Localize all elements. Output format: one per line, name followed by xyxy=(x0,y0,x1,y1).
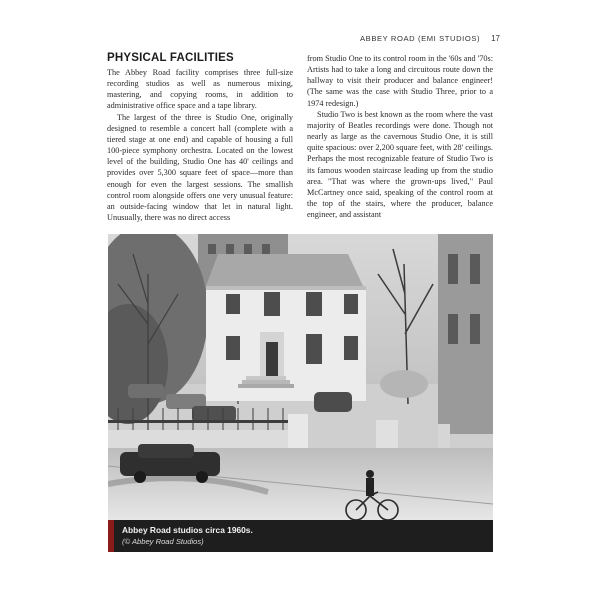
caption-credit: (© Abbey Road Studios) xyxy=(122,537,204,546)
paragraph-intro: The Abbey Road facility comprises three full-size recording studios as well as numerous mixing, mastering, and copying rooms, in addition to administrative office space and a tape library. xyxy=(107,68,293,111)
page-number: 17 xyxy=(491,34,500,43)
running-header xyxy=(360,34,500,43)
paragraph-studio-one: The largest of the three is Studio One, originally designed to resemble a concert hall (complete with a tiered stage at one end) and capable of housing a full 100-piece symphony orchestra. Located on the lowest level of the building, Studio One has 40' ceilings and provides over 5,300 square feet of space—more than enough for even the largest sessions. The smallish control room alongside offers one very unusual feature: an outside-facing window that let in natural light. Unusually, there was no direct access xyxy=(107,112,293,223)
section-title: PHYSICAL FACILITIES xyxy=(107,52,234,64)
paragraph-continued: from Studio One to its control room in the '60s and '70s: Artists had to take a long and circuitous route down the hallway to visit their producer and balance engineer! (The same was the case with Studio Three, prior to a 1974 redesign.) xyxy=(307,54,493,108)
right-column xyxy=(307,53,493,220)
paragraph-studio-two: Studio Two is best known as the room where the vast majority of Beatles recordings were done. Though not nearly as large as the cavernous Studio One, it is still quite spacious: over 2,200 square feet, with 28' ceilings. Perhaps the most recognizable feature of Studio Two is its famous wooden staircase leading up from the studio area. "That was where the grown-ups lived," Paul McCartney once said, speaking of the control room at the top of the stairs, where the producer, balance engineer, and assistant xyxy=(307,109,493,220)
running-title: ABBEY ROAD (EMI STUDIOS) xyxy=(360,34,481,43)
left-column xyxy=(107,52,293,223)
abbey-road-photo xyxy=(108,234,493,520)
caption-accent-bar xyxy=(108,520,114,552)
caption-title: Abbey Road studios circa 1960s. xyxy=(122,525,253,535)
figure xyxy=(108,234,493,552)
photo-caption xyxy=(108,520,493,552)
